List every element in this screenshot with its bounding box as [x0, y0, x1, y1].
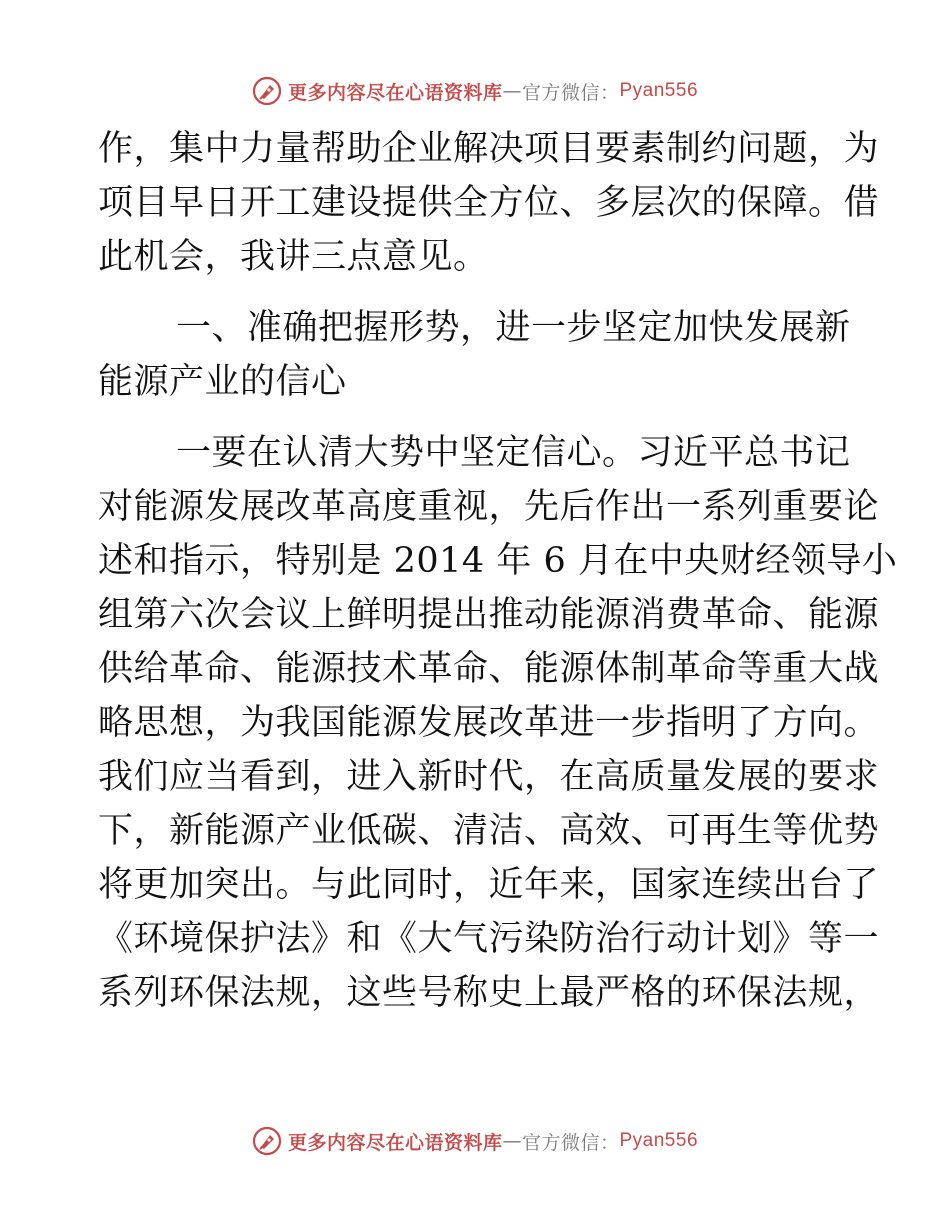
wechat-label: 官方微信：	[521, 1131, 620, 1154]
text-line: 将更加突出。与此同时，近年来，国家连续出台了	[98, 865, 880, 905]
footer-banner	[0, 1121, 950, 1161]
text-line: 系列环保法规，这些号称史上最严格的环保法规，	[98, 973, 880, 1013]
section-heading: 一、准确把握形势，进一步坚定加快发展新	[176, 308, 851, 348]
text-line: 下，新能源产业低碳、清洁、高效、可再生等优势	[98, 811, 880, 851]
pen-nib-logo-icon	[252, 1126, 282, 1156]
text-line: 此机会，我讲三点意见。	[98, 237, 489, 277]
text-line: 述和指示，特别是 2014 年 6 月在中央财经领导小	[98, 541, 898, 581]
text-line: 组第六次会议上鲜明提出推动能源消费革命、能源	[98, 595, 880, 635]
text-line: 一要在认清大势中坚定信心。习近平总书记	[176, 433, 851, 473]
banner-separator: —	[502, 1130, 522, 1152]
header-banner	[0, 71, 950, 111]
text-line: 我们应当看到，进入新时代，在高质量发展的要求	[98, 757, 880, 797]
text-line: 作，集中力量帮助企业解决项目要素制约问题，为	[98, 129, 880, 169]
site-name: 更多内容尽在心语资料库	[287, 1131, 503, 1154]
text-line: 《环境保护法》和《大气污染防治行动计划》等一	[98, 919, 880, 959]
document-body	[98, 122, 898, 1020]
text-line: 对能源发展改革高度重视，先后作出一系列重要论	[98, 487, 880, 527]
text-line: 略思想，为我国能源发展改革进一步指明了方向。	[98, 703, 880, 743]
site-name: 更多内容尽在心语资料库	[287, 81, 503, 104]
banner-separator: —	[502, 80, 522, 102]
text-line: 供给革命、能源技术革命、能源体制革命等重大战	[98, 649, 880, 689]
wechat-id: Pyan556	[619, 80, 699, 101]
text-line: 项目早日开工建设提供全方位、多层次的保障。借	[98, 183, 880, 223]
wechat-label: 官方微信：	[521, 81, 620, 104]
wechat-id: Pyan556	[619, 1130, 699, 1151]
pen-nib-logo-icon	[252, 76, 282, 106]
section-heading: 能源产业的信心	[98, 362, 347, 402]
